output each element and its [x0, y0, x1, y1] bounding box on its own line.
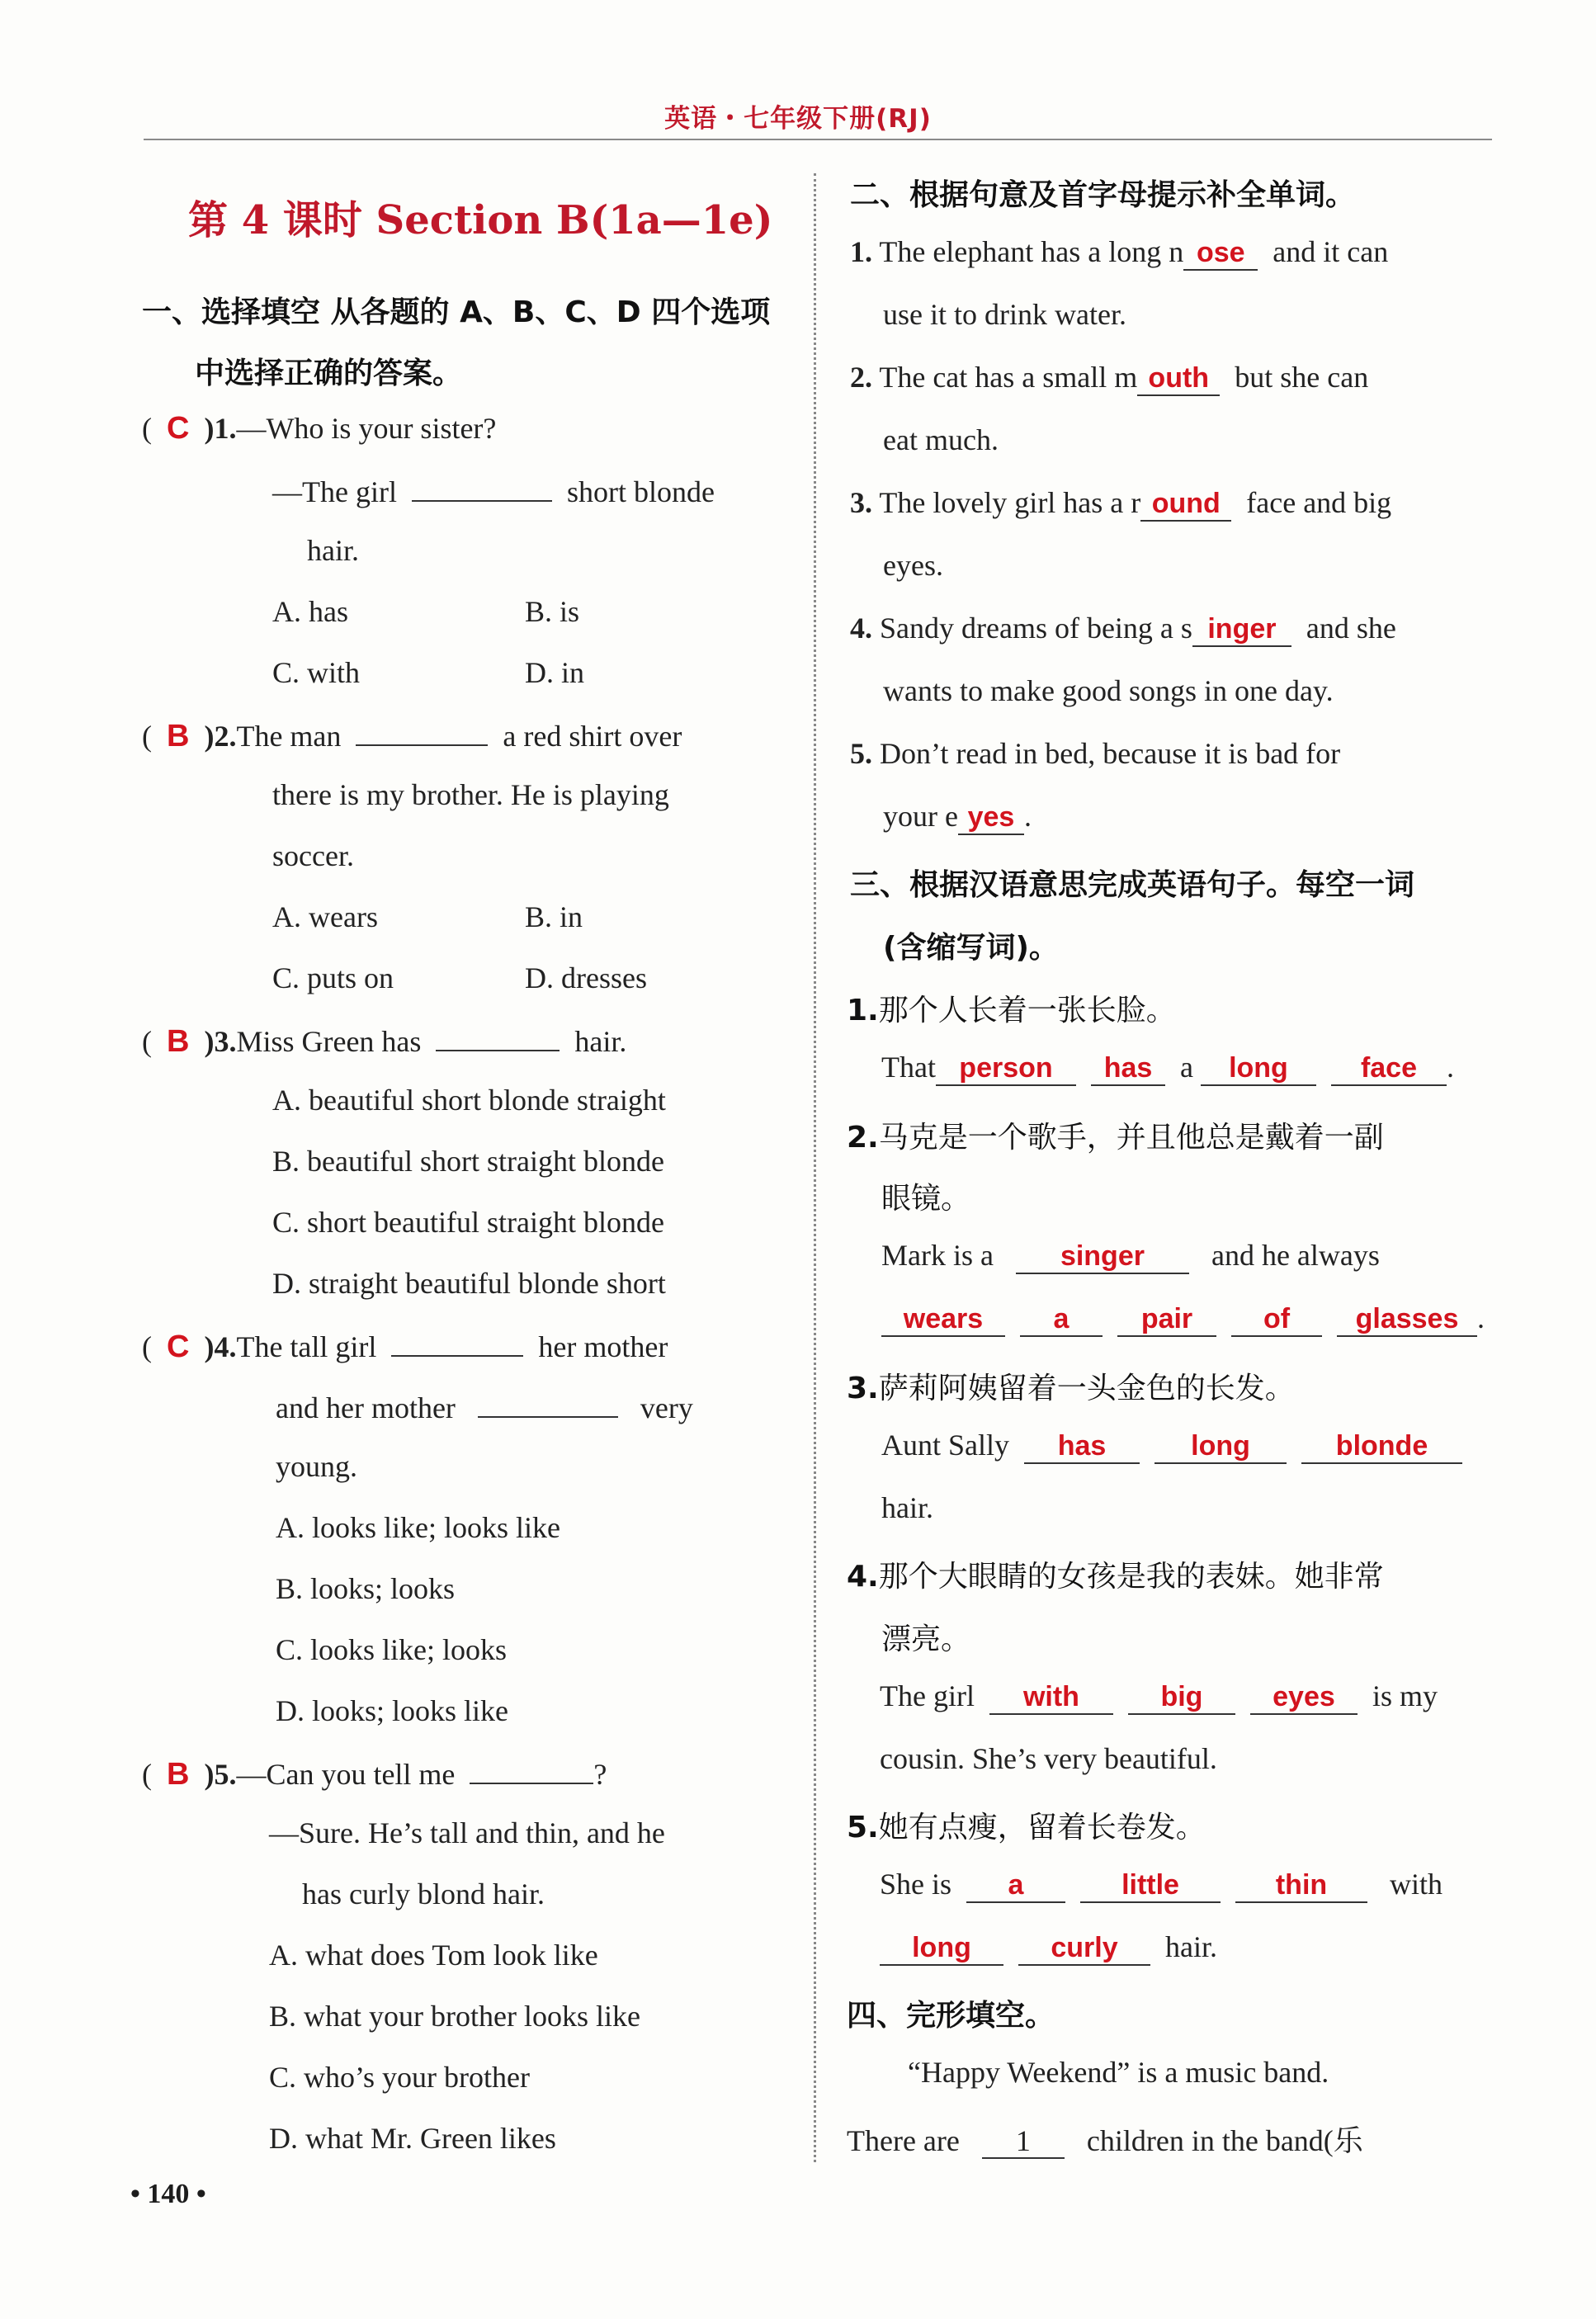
question-5: ( B )5.—Can you tell me ? [142, 1755, 607, 1792]
question-4: ( C )4.The tall girl her mother [142, 1327, 668, 1365]
part3-q3-en2: hair. [881, 1491, 933, 1524]
part3-q5-en2: long curly hair. [880, 1929, 1217, 1966]
question-1: ( C )1.—Who is your sister? [142, 411, 497, 446]
part3-q4-cn: 4.那个大眼睛的女孩是我的表妹。她非常 [847, 1560, 1384, 1594]
question-2-line3: soccer. [272, 839, 354, 872]
question-2: ( B )2.The man a red shirt over [142, 716, 682, 754]
part3-q2-en: Mark is a singer and he always [881, 1238, 1380, 1274]
lesson-title: 第 4 课时 Section B(1a—1e) [188, 197, 773, 243]
option-3d: D. straight beautiful blonde short [272, 1267, 666, 1300]
answer-q4: C [167, 1330, 190, 1364]
option-3a: A. beautiful short blonde straight [272, 1084, 666, 1117]
part2-heading: 二、根据句意及首字母提示补全单词。 [850, 178, 1356, 212]
option-2a: A. wears [272, 900, 378, 933]
part2-item-2-line2: eat much. [883, 423, 999, 456]
part3-q2-cn2: 眼镜。 [881, 1182, 971, 1216]
question-2-line2: there is my brother. He is playing [272, 778, 669, 811]
option-5d: D. what Mr. Green likes [269, 2122, 556, 2155]
question-1-line3: hair. [307, 534, 359, 567]
part3-q3-en: Aunt Sally has long blonde [881, 1428, 1462, 1464]
part4-line1: “Happy Weekend” is a music band. [908, 2056, 1329, 2089]
option-1d: D. in [525, 656, 584, 689]
part4-heading: 四、完形填空。 [847, 1999, 1055, 2033]
part2-item-1: 1. The elephant has a long n ose and it can [850, 234, 1388, 271]
part3-q4-en: The girl with big eyes is my [880, 1679, 1438, 1715]
part3-q1-en: That person has a long face . [881, 1050, 1454, 1086]
part3-q2-en2: wears a pair of glasses . [881, 1301, 1485, 1337]
part3-q2-cn: 2.马克是一个歌手，并且他总是戴着一副 [847, 1121, 1384, 1155]
page-number: • 140 • [130, 2179, 206, 2209]
part2-item-4: 4. Sandy dreams of being a s inger and she [850, 611, 1396, 647]
part1-heading-line2: 中选择正确的答案。 [195, 357, 463, 390]
column-divider [814, 173, 816, 2162]
header-divider [144, 139, 1492, 140]
answer-q3: B [167, 1024, 190, 1059]
part3-q4-cn2: 漂亮。 [881, 1622, 971, 1656]
part3-q4-en2: cousin. She’s very beautiful. [880, 1742, 1217, 1775]
part3-q3-cn: 3.萨莉阿姨留着一头金色的长发。 [847, 1372, 1295, 1405]
option-5c: C. who’s your brother [269, 2061, 530, 2094]
option-2d: D. dresses [525, 961, 647, 994]
option-2b: B. in [525, 900, 583, 933]
option-4a: A. looks like; looks like [276, 1511, 560, 1544]
part2-item-3: 3. The lovely girl has a r ound face and big [850, 485, 1391, 522]
answer-q5: B [167, 1757, 190, 1792]
option-1a: A. has [272, 595, 348, 628]
question-3: ( B )3.Miss Green has hair. [142, 1022, 626, 1060]
option-5a: A. what does Tom look like [269, 1939, 598, 1972]
answer-q1: C [167, 411, 190, 446]
part3-q5-en: She is a little thin with [880, 1867, 1443, 1903]
option-3c: C. short beautiful straight blonde [272, 1206, 664, 1239]
part4-line2: There are 1 children in the band(乐 [847, 2124, 1363, 2157]
question-4-line3: young. [276, 1450, 357, 1483]
option-1c: C. with [272, 656, 361, 689]
option-4c: C. looks like; looks [276, 1633, 508, 1666]
running-header: 英语・七年级下册(RJ) [664, 104, 932, 134]
answer-q2: B [167, 719, 190, 753]
part3-heading-line2: (含缩写词)。 [883, 931, 1059, 965]
question-1-line2: —The girl short blonde [272, 472, 715, 509]
option-4b: B. looks; looks [276, 1572, 456, 1605]
part3-q1-cn: 1.那个人长着一张长脸。 [847, 994, 1176, 1027]
part2-item-5: 5. Don’t read in bed, because it is bad for [850, 737, 1341, 770]
question-5-line2: —Sure. He’s tall and thin, and he [269, 1816, 665, 1849]
part2-item-3-line2: eyes. [883, 549, 943, 582]
option-3b: B. beautiful short straight blonde [272, 1145, 664, 1178]
option-5b: B. what your brother looks like [269, 2000, 640, 2033]
part3-q5-cn: 5.她有点瘦，留着长卷发。 [847, 1811, 1206, 1844]
question-5-line3: has curly blond hair. [302, 1877, 545, 1910]
part2-item-2: 2. The cat has a small m outh but she can [850, 360, 1368, 396]
question-4-line2: and her mother very [276, 1388, 693, 1425]
cloze-blank-1: 1 [1015, 2124, 1031, 2157]
part2-item-5-line2: your e yes . [883, 799, 1032, 835]
option-2c: C. puts on [272, 961, 394, 994]
option-4d: D. looks; looks like [276, 1694, 509, 1727]
part2-item-1-line2: use it to drink water. [883, 298, 1126, 331]
part3-heading-line1: 三、根据汉语意思完成英语句子。每空一词 [850, 868, 1415, 902]
part2-item-4-line2: wants to make good songs in one day. [883, 674, 1334, 707]
option-1b: B. is [525, 595, 580, 628]
part1-heading-line1: 一、选择填空 从各题的 A、B、C、D 四个选项 [142, 295, 771, 329]
